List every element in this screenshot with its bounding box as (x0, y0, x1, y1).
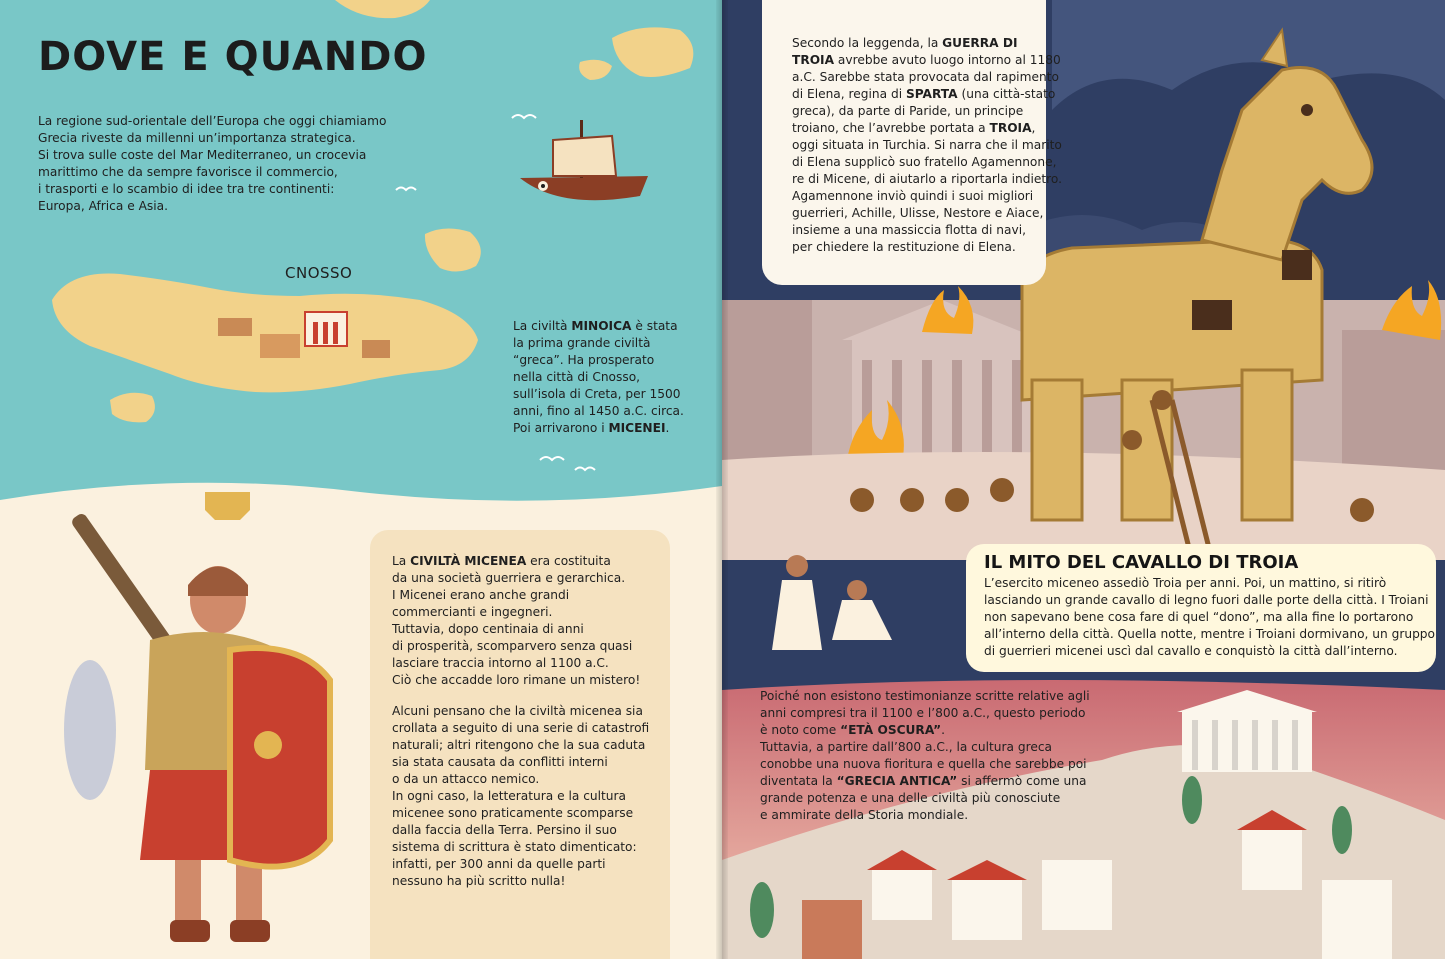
minoan-paragraph: La civiltà MINOICA è stata la prima grande civiltà “greca”. Ha prosperato nella città di Cnosso, sull’isola di Creta, per 1500 anni, fino al 1450 a.C. circa. Poi arrivarono i MICENEI. (513, 319, 684, 435)
gull-icon (512, 115, 536, 118)
intro-paragraph: La regione sud-orientale dell’Europa che oggi chiamiamo Grecia riveste da millenni un’importanza strategica. Si trova sulle coste del Mar Mediterraneo, un crocevia marittimo che da sempre favorisce il commercio, i trasporti e lo scambio di idee tra tre continenti: Europa, Africa e Asia. (38, 114, 387, 213)
map-label-cnosso: CNOSSO (285, 264, 353, 282)
page-title: DOVE E QUANDO (38, 34, 428, 80)
horse-myth-title: IL MITO DEL CAVALLO DI TROIA (984, 552, 1299, 573)
gull-icon (540, 457, 564, 460)
building (260, 334, 300, 358)
book-gutter (716, 0, 728, 959)
left-page (0, 0, 722, 959)
dark-age-paragraph: Poiché non esistono testimonianze scritte relative agli anni compresi tra il 1100 e l’800 a.C., questo periodo è noto come “ETÀ OSCURA”. Tuttavia, a partire dall’800 a.C., la cultura greca conobbe una nuova fioritura e quella che sarebbe poi diventata la “GRECIA ANTICA” si affermò come una grande potenza e una delle civiltà più conosciute e ammirate della Storia mondiale. (760, 689, 1090, 822)
crete-island (52, 274, 478, 393)
ship-illustration (520, 120, 648, 200)
gull-icon (575, 468, 595, 471)
island-ne-1 (612, 27, 693, 77)
horse-myth-paragraph: L’esercito miceneo assediò Troia per anni. Poi, un mattino, si ritirò lasciando un grande cavallo di legno fuori dalle porte della città. I Troiani non sapevano bene cosa fare di quel “dono”, ma alla fine lo portarono all’interno della città. Quella notte, mentre i Troiani dormivano, un gruppo di guerrieri micenei uscì dal cavallo e conquistò la città dall’interno. (984, 576, 1435, 658)
right-page (722, 0, 1445, 959)
troy-war-paragraph: Secondo la leggenda, la GUERRA DI TROIA avrebbe avuto luogo intorno al 1180 a.C. Sarebbe stata provocata dal rapimento di Elena, regina di SPARTA (una città-stato greca), da parte di Paride, un principe troiano, che l’avrebbe portata a TROIA, oggi situata in Turchia. Si narra che il marito di Elena supplicò suo fratello Agamennone, re di Micene, di aiutarlo a riportarla indietro. Agamennone inviò quindi i suoi migliori guerrieri, Achille, Ulisse, Nestore e Aiace, insieme a una massiccia flotta di navi, per chiedere la restituzione di Elena. (792, 36, 1063, 254)
mycenaean-paragraph-2: Alcuni pensano che la civiltà micenea sia crollata a seguito di una serie di catastrofi naturali; altri ritengono che la sua caduta sia stata causata da conflitti interni o da un attacco nemico. In ogni caso, la letteratura e la cultura micenee sono praticamente scomparse dalla faccia della Terra. Persino il suo sistema di scrittura è stato dimenticato: infatti, per 300 anni da quelle parti nessuno ha più scritto nulla! (392, 704, 650, 888)
mycenaean-paragraph-1: La CIVILTÀ MICENEA era costituita da una società guerriera e gerarchica. I Micenei erano anche grandi commercianti e ingegneri. Tuttavia, dopo centinaia di anni di prosperità, scomparvero senza quasi lasciare traccia intorno al 1100 a.C. Ciò che accadde loro rimane un mistero! (392, 554, 641, 687)
trojan-people (772, 555, 892, 650)
island-top (335, 0, 430, 18)
storm-clouds (1052, 0, 1445, 110)
island-ne-2 (579, 60, 612, 80)
building (362, 340, 390, 358)
building (218, 318, 252, 336)
island-sw (110, 393, 155, 423)
fire-icon (1382, 280, 1441, 340)
island-small (425, 228, 481, 271)
gull-icon (396, 188, 416, 191)
